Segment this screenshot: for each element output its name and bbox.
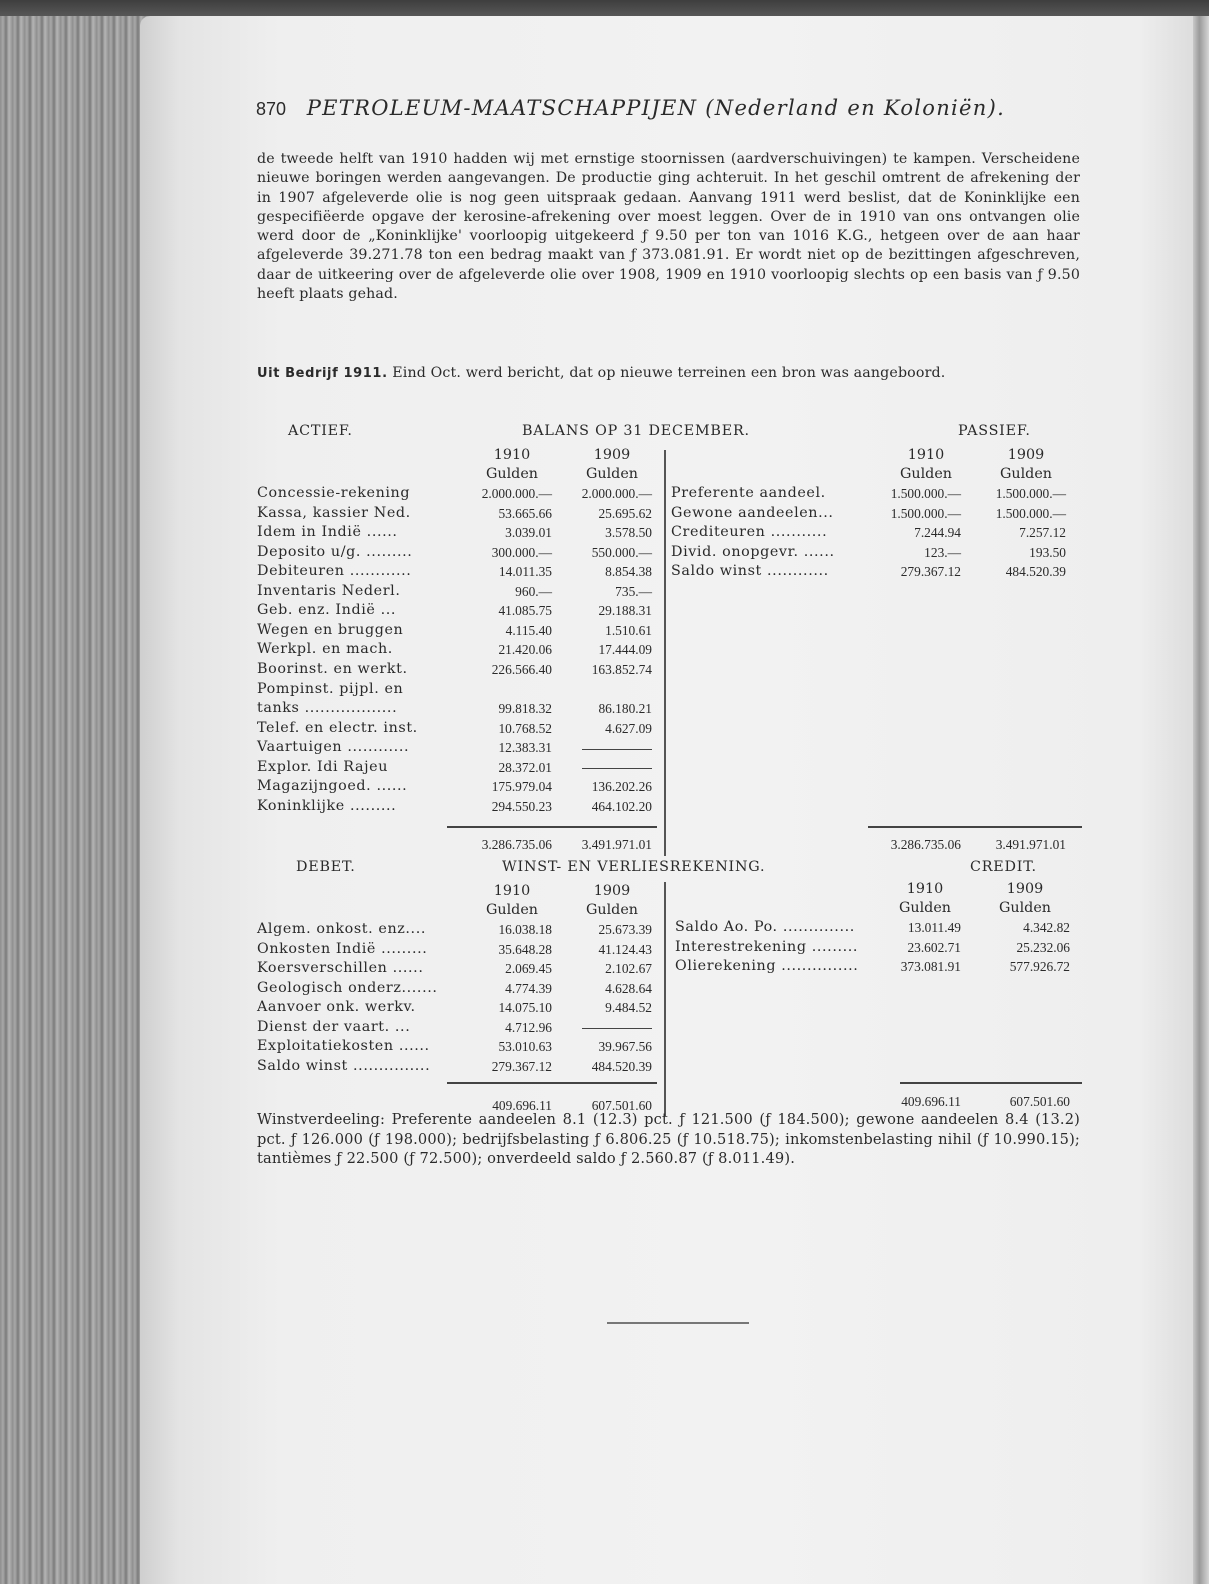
row-label: Dienst der vaart. ... xyxy=(257,1018,411,1035)
page-title: PETROLEUM-MAATSCHAPPIJEN (Nederland en Koloniën). xyxy=(306,96,1006,120)
total-y1910: 3.286.735.06 xyxy=(890,837,961,852)
cell-y1910: 23.602.71 xyxy=(907,939,961,955)
cell-y1909: 17.444.09 xyxy=(598,642,652,658)
row-label: Wegen en bruggen xyxy=(257,621,404,638)
balans-heading: BALANS OP 31 DECEMBER. xyxy=(522,423,750,439)
row-label: Koersverschillen ...... xyxy=(257,960,424,976)
cell-y1910: 2.000.000.— xyxy=(481,486,552,501)
passief-heading: PASSIEF. xyxy=(958,423,1031,439)
cell-y1909: 86.180.21 xyxy=(598,701,652,717)
passief-table xyxy=(671,446,1081,856)
cell-y1909: 25.673.39 xyxy=(598,922,652,937)
row-label: Geb. enz. Indië ... xyxy=(257,602,397,619)
row-label: Preferente aandeel. xyxy=(671,485,826,501)
row-label: Olierekening ............... xyxy=(675,958,859,974)
cell-y1910: 4.115.40 xyxy=(505,622,552,638)
balans-divider xyxy=(664,450,666,856)
row-label: Inventaris Nederl. xyxy=(257,582,401,599)
cell-y1909: 484.520.39 xyxy=(591,1058,652,1074)
empty-dash xyxy=(582,768,652,769)
row-label: Interestrekening ......... xyxy=(675,938,859,955)
col-year-1910: 1910 xyxy=(493,447,531,463)
debet-total-rule xyxy=(447,1082,657,1084)
cell-y1910: 28.372.01 xyxy=(498,759,552,775)
col-year-1909: 1909 xyxy=(593,883,631,899)
winstverdeeling-paragraph: Winstverdeeling: Preferente aandeelen 8.1 (12.3) pct. ƒ 121.500 (ƒ 184.500); gewone aandeelen 8.4 (13.2) pct. ƒ 126.000 (ƒ 198.000); bedrijfsbelasting ƒ 6.806.25 (ƒ 10.518.75); inkomstenbelasting nihil (ƒ 10.990.15); tantièmes ƒ 22.500 (ƒ 72.500); onverdeeld saldo ƒ 2.560.87 (ƒ 8.011.49). xyxy=(257,1111,1080,1167)
cell-y1910: 300.000.— xyxy=(491,544,552,560)
row-label: Divid. onopgevr. ...... xyxy=(671,543,835,560)
cell-y1909: 735.— xyxy=(615,583,652,599)
cell-y1909: 25.232.06 xyxy=(1016,939,1070,955)
cell-y1910: 10.768.52 xyxy=(498,720,552,736)
cell-y1909: 9.484.52 xyxy=(605,1000,652,1015)
debet-table xyxy=(257,882,657,1122)
cell-y1910: 13.011.49 xyxy=(907,920,961,935)
row-label: Gewone aandeelen... xyxy=(671,504,834,521)
cell-y1910: 279.367.12 xyxy=(491,1058,552,1074)
cell-y1910: 14.011.35 xyxy=(498,564,552,580)
end-rule xyxy=(607,1322,749,1324)
row-label: Deposito u/g. ......... xyxy=(257,543,413,560)
cell-y1910: 373.081.91 xyxy=(900,959,961,974)
cell-y1910: 2.069.45 xyxy=(505,961,552,976)
total-y1910: 409.696.11 xyxy=(901,1094,961,1109)
cell-y1909: 39.967.56 xyxy=(598,1039,652,1054)
col-year-1909: 1909 xyxy=(593,447,631,463)
cell-y1909: 136.202.26 xyxy=(591,779,652,795)
cell-y1909: 577.926.72 xyxy=(1009,959,1070,974)
cell-y1910: 123.— xyxy=(924,544,961,560)
debet-heading: DEBET. xyxy=(296,859,356,875)
cell-y1909: 4.627.09 xyxy=(605,720,652,736)
row-label: Geologisch onderz....... xyxy=(257,979,438,996)
row-label: Aanvoer onk. werkv. xyxy=(257,999,416,1015)
cell-y1910: 12.383.31 xyxy=(498,740,552,756)
row-label: Pompinst. pijpl. en xyxy=(257,680,404,697)
row-label: Saldo winst ............ xyxy=(671,563,829,580)
row-label: Kassa, kassier Ned. xyxy=(257,504,411,521)
actief-total-rule xyxy=(447,826,657,828)
cell-y1909: 2.102.67 xyxy=(605,961,652,976)
cell-y1909: 7.257.12 xyxy=(1019,525,1066,541)
cell-y1910: 7.244.94 xyxy=(914,525,961,541)
cell-y1909 xyxy=(512,1018,652,1038)
col-unit-1910: Gulden xyxy=(899,466,953,482)
cell-y1909: 550.000.— xyxy=(591,544,652,560)
row-label: Crediteuren ........... xyxy=(671,524,828,541)
cell-y1909: 4.628.64 xyxy=(605,980,652,996)
row-label: Vaartuigen ............ xyxy=(257,739,410,756)
cell-y1909: 29.188.31 xyxy=(598,603,652,619)
cell-y1909: 464.102.20 xyxy=(591,798,652,814)
cell-y1910: 21.420.06 xyxy=(498,642,552,658)
running-head xyxy=(256,96,1005,120)
col-year-1909: 1909 xyxy=(1007,447,1045,463)
row-label: Koninklijke ......... xyxy=(257,797,397,814)
credit-total-rule xyxy=(900,1082,1082,1084)
cell-y1910: 3.039.01 xyxy=(505,525,552,541)
row-label: Idem in Indië ...... xyxy=(257,524,398,541)
cell-y1909: 1.510.61 xyxy=(605,622,652,638)
row-label: Saldo Ao. Po. .............. xyxy=(675,919,855,935)
col-year-1909: 1909 xyxy=(1006,881,1044,897)
cell-y1909 xyxy=(512,758,652,778)
empty-dash xyxy=(582,1028,652,1029)
cell-y1910: 4.774.39 xyxy=(505,980,552,996)
col-unit-1909: Gulden xyxy=(999,466,1053,482)
cell-y1910: 4.712.96 xyxy=(505,1019,552,1035)
cell-y1909: 2.000.000.— xyxy=(581,486,652,501)
row-label: Onkosten Indië ......... xyxy=(257,940,428,957)
row-label: Debiteuren ............ xyxy=(257,563,412,580)
winst-verlies-heading: WINST- EN VERLIESREKENING. xyxy=(502,859,766,875)
uit-bedrijf-text: Eind Oct. werd bericht, dat op nieuwe terreinen een bron was aangeboord. xyxy=(392,365,946,381)
row-label: Algem. onkost. enz.... xyxy=(257,921,426,937)
cell-y1909: 4.342.82 xyxy=(1023,920,1070,935)
row-label: tanks .................. xyxy=(257,700,398,717)
total-y1909: 3.491.971.01 xyxy=(581,837,652,852)
total-y1909: 607.501.60 xyxy=(591,1098,652,1113)
cell-y1910: 175.979.04 xyxy=(491,779,552,795)
col-unit-1910: Gulden xyxy=(485,466,539,482)
row-label: Saldo winst ............... xyxy=(257,1057,431,1074)
cell-y1909: 3.578.50 xyxy=(605,525,652,541)
row-label: Magazijngoed. ...... xyxy=(257,778,408,795)
actief-table xyxy=(257,446,657,856)
col-year-1910: 1910 xyxy=(493,883,531,899)
row-label: Werkpl. en mach. xyxy=(257,641,393,658)
cell-y1909 xyxy=(512,738,652,758)
row-label: Boorinst. en werkt. xyxy=(257,660,408,677)
book-page-stack xyxy=(0,16,150,1584)
col-unit-1910: Gulden xyxy=(898,900,952,916)
cell-y1910: 14.075.10 xyxy=(498,1000,552,1015)
cell-y1910: 279.367.12 xyxy=(900,564,961,580)
book-gutter xyxy=(1193,16,1209,1584)
col-year-1910: 1910 xyxy=(906,881,944,897)
intro-paragraph: de tweede helft van 1910 hadden wij met ernstige stoornissen (aardverschuivingen) te kampen. Verscheidene nieuwe boringen werden aangevangen. De productie ging achteruit. In het geschil omtrent de afrekening der in 1907 afgeleverde olie is nog geen uitspraak gedaan. Aanvang 1911 werd beslist, dat de Koninklijke een gespecifiëerde opgave der kerosine-afrekening over moest leggen. Over de in 1910 van ons ontvangen olie werd door de „Koninklijke' voorloopig uitgekeerd ƒ 9.50 per ton van 1016 K.G., hetgeen over de aan haar afgeleverde 39.271.78 ton een bedrag maakt van ƒ 373.081.91. Er wordt niet op de bezittingen afgeschreven, daar de uitkeering over de afgeleverde olie over 1908, 1909 en 1910 voorloopig slechts op een basis van ƒ 9.50 heeft plaats gehad. xyxy=(257,151,1080,303)
uit-bedrijf-lead: Uit Bedrijf 1911. xyxy=(257,366,388,381)
cell-y1909: 25.695.62 xyxy=(598,505,652,521)
credit-table xyxy=(675,880,1085,1120)
cell-y1909: 8.854.38 xyxy=(605,564,652,580)
cell-y1909: 1.500.000.— xyxy=(995,486,1066,501)
passief-total-rule xyxy=(868,826,1082,828)
cell-y1910: 41.085.75 xyxy=(498,603,552,619)
cell-y1909: 41.124.43 xyxy=(598,941,652,957)
cell-y1909: 193.50 xyxy=(1029,544,1066,560)
cell-y1910: 1.500.000.— xyxy=(890,486,961,501)
cell-y1910: 53.665.66 xyxy=(498,505,552,521)
cell-y1910: 53.010.63 xyxy=(498,1039,552,1054)
col-unit-1909: Gulden xyxy=(585,902,639,918)
row-label: Concessie-rekening xyxy=(257,485,411,501)
cell-y1910: 960.— xyxy=(515,583,552,599)
row-label: Telef. en electr. inst. xyxy=(257,719,418,736)
total-y1910: 409.696.11 xyxy=(492,1098,552,1113)
cell-y1909: 163.852.74 xyxy=(591,661,652,677)
cell-y1910: 16.038.18 xyxy=(498,922,552,937)
cell-y1910: 294.550.23 xyxy=(491,798,552,814)
total-y1909: 3.491.971.01 xyxy=(995,837,1066,852)
cell-y1910: 35.648.28 xyxy=(498,941,552,957)
col-unit-1909: Gulden xyxy=(998,900,1052,916)
row-label: Explor. Idi Rajeu xyxy=(257,758,389,775)
col-unit-1910: Gulden xyxy=(485,902,539,918)
total-y1909: 607.501.60 xyxy=(1009,1094,1070,1109)
page-number: 870 xyxy=(256,99,287,119)
total-y1910: 3.286.735.06 xyxy=(481,837,552,852)
cell-y1910: 99.818.32 xyxy=(498,701,552,717)
cell-y1909: 1.500.000.— xyxy=(995,505,1066,521)
empty-dash xyxy=(582,749,652,750)
actief-heading: ACTIEF. xyxy=(288,423,353,439)
credit-heading: CREDIT. xyxy=(970,859,1037,875)
col-year-1910: 1910 xyxy=(907,447,945,463)
uit-bedrijf-paragraph xyxy=(257,364,1080,383)
row-label: Exploitatiekosten ...... xyxy=(257,1038,430,1054)
cell-y1910: 226.566.40 xyxy=(491,661,552,677)
cell-y1910: 1.500.000.— xyxy=(890,505,961,521)
col-unit-1909: Gulden xyxy=(585,466,639,482)
cell-y1909: 484.520.39 xyxy=(1005,564,1066,580)
